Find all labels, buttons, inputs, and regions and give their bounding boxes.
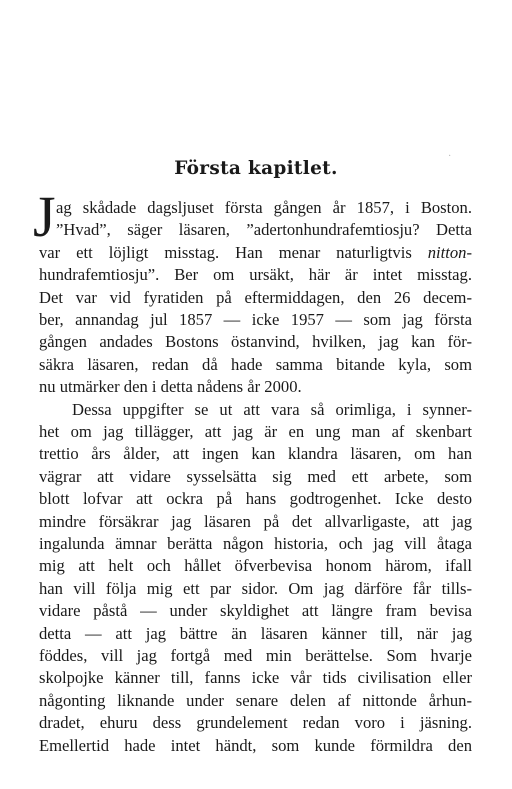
text-line (56, 196, 472, 220)
text-line-content: Emellertid hade intet händt, som kunde förmildra den (39, 735, 472, 755)
text-line-content: detta — att jag bättre än läsaren känner till, när jag (39, 623, 472, 643)
chapter-title: Första kapitlet. (174, 158, 338, 179)
text-line (39, 622, 472, 646)
text-line (39, 241, 472, 265)
text-line (39, 330, 472, 354)
text-line-content: skolpojke känner till, fanns icke vår tids civilisation eller (39, 668, 472, 688)
text-line-content: ag skådade dagsljuset första gången år 1857, i Boston. (56, 198, 472, 217)
text-line (39, 308, 472, 332)
text-line (72, 398, 472, 422)
text-line-content: gången andades Bostons östanvind, hvilken, jag kan för- (39, 332, 472, 352)
text-line (39, 532, 472, 556)
text-line-content: trettio års ålder, att ingen kan klandra läsaren, om han (39, 444, 472, 464)
text-line (39, 666, 472, 690)
text-line-content: hundrafemtiosju”. Ber om ursäkt, här är intet misstag. (39, 265, 472, 285)
text-line-content: ”Hvad”, säger läsaren, ”adertonhundrafemtiosju? Detta (56, 220, 472, 240)
text-line (56, 218, 472, 242)
text-line-content: het om jag tillägger, att jag är en ung man af skenbart (39, 422, 472, 441)
text-line (39, 734, 472, 758)
text-line (39, 599, 472, 623)
italic-word: nitton- (427, 242, 472, 262)
text-line-content: vägrar att vidare sysselsätta sig med ett arbete, som (39, 466, 472, 486)
text-line (39, 286, 472, 310)
text-line (39, 442, 472, 466)
text-line-content: dradet, ehuru dess grundelement redan voro i jäsning. (39, 713, 472, 733)
text-line-content: mindre försäkrar jag läsaren på det allvarligaste, att jag (39, 511, 472, 531)
text-line-content: Dessa uppgifter se ut att vara så orimliga, i synner- (72, 399, 472, 419)
text-line-content: någonting liknande under senare delen af nittonde århun- (39, 690, 472, 710)
text-line-content: Det var vid fyratiden på eftermiddagen, den 26 decem- (39, 287, 472, 307)
text-line (39, 353, 472, 377)
text-line-content: mig att helt och hållet öfverbevisa honom härom, ifall (39, 556, 472, 576)
text-line-content: var ett löjligt misstag. Han menar naturligtvis (39, 242, 428, 262)
drop-cap: J (33, 184, 56, 249)
text-line-content: han vill följa mig ett par sidor. Om jag därföre får tills- (39, 578, 472, 598)
text-line-content: säkra läsaren, redan då hade samma bitande kyla, som (39, 354, 472, 374)
text-line (39, 487, 472, 511)
text-line (39, 711, 472, 735)
text-line (39, 577, 472, 601)
text-line (39, 465, 472, 489)
print-speck: · (448, 151, 452, 162)
text-line (39, 420, 472, 444)
text-line-content: blott lofvar att ockra på hans godtrogenhet. Icke desto (39, 489, 472, 509)
text-line-content: vidare påstå — under skyldighet att längre fram bevisa (39, 601, 472, 621)
text-line-content: nu utmärker den i detta nådens år 2000. (39, 377, 302, 397)
text-line (39, 510, 472, 534)
text-line-content: föddes, vill jag fortgå med min berättelse. Som hvarje (39, 646, 472, 665)
text-line-content: ber, annandag jul 1857 — icke 1957 — som jag första (39, 310, 472, 329)
text-line (39, 644, 472, 668)
text-line-content: ingalunda ämnar berätta någon historia, och jag vill åtaga (39, 534, 472, 553)
text-line (39, 375, 472, 399)
text-line (39, 689, 472, 713)
text-line (39, 554, 472, 578)
text-line (39, 263, 472, 287)
